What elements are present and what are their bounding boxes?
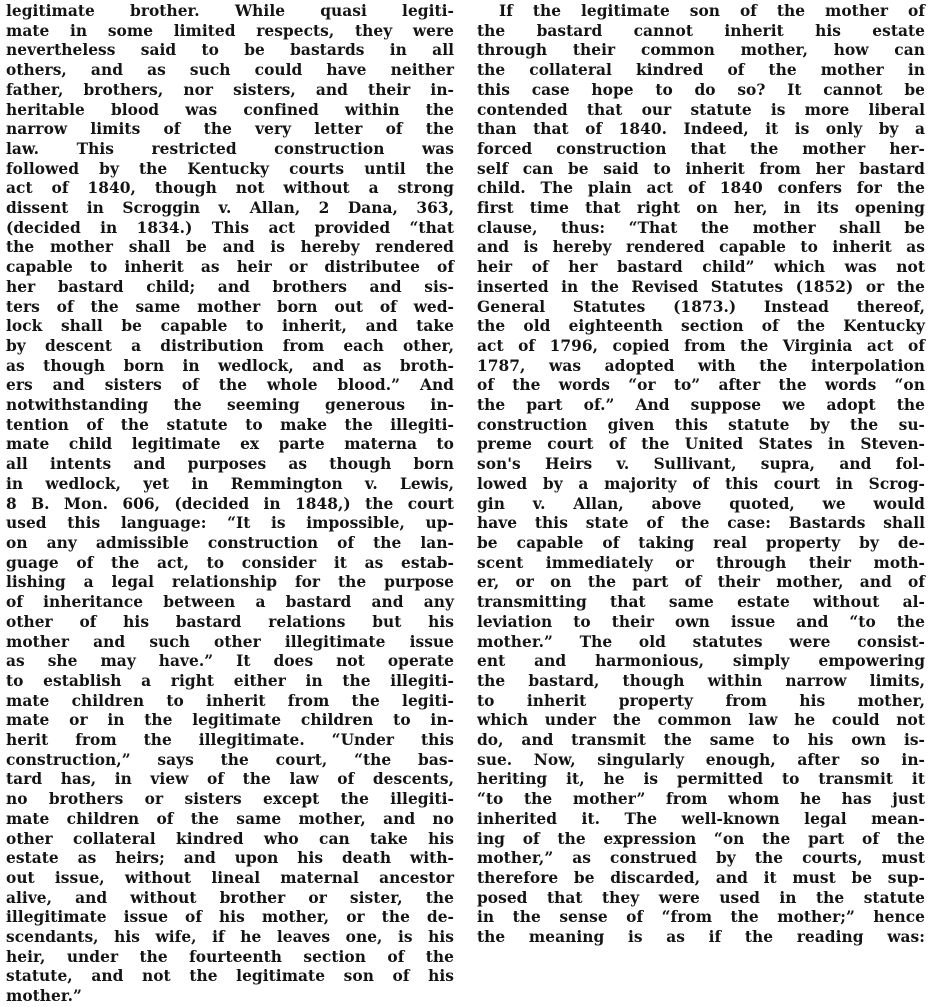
text-line: followed by the Kentucky courts until the [6,159,454,178]
paragraph-first-line: If the legitimate son of the mother of [499,2,925,20]
text-line: clause, thus: “That the mother shall be [477,218,925,237]
text-line: to inherit property from his mother, [477,691,925,710]
text-line: 8 B. Mon. 606, (decided in 1848,) the court [6,494,454,513]
text-line: mate or in the legitimate children to in- [6,711,454,730]
text-line: law. This restricted construction was [6,139,454,158]
text-line: tard has, in view of the law of descents, [6,770,454,789]
text-line: the bastard, though within narrow limits, [477,671,925,690]
text-line: all intents and purposes as though born [6,455,454,474]
text-line: others, and as such could have neither [6,61,454,80]
text-line: herit from the illegitimate. “Under this [6,731,454,750]
text-line: child. The plain act of 1840 confers for the [477,179,925,198]
text-line: posed that they were used in the statute [477,888,925,907]
text-line: by descent a distribution from each other, [6,336,454,355]
text-line: in wedlock, yet in Remmington v. Lewis, [6,474,454,493]
text-line: statute, and not the legitimate son of his [6,967,454,986]
text-line: mate children of the same mother, and no [6,809,454,828]
text-line: self can be said to inherit from her bastard [477,159,925,178]
text-line: transmitting that same estate without al- [477,593,925,612]
text-line: construction,” says the court, “the bas- [6,750,454,769]
text-line: leviation to their own issue and “to the [477,612,925,631]
text-line: heir, under the fourteenth section of the [6,947,454,966]
text-line: inserted in the Revised Statutes (1852) or the [477,277,925,296]
text-line: lock shall be capable to inherit, and take [6,317,454,336]
text-line: mother and such other illegitimate issue [6,632,454,651]
text-line: illegitimate issue of his mother, or the de- [6,908,454,927]
text-line: ent and harmonious, simply empowering [477,652,925,671]
text-line: act of 1840, though not without a strong [6,179,454,198]
text-line: the meaning is as if the reading was: [477,928,925,947]
text-line: estate as heirs; and upon his death with- [6,849,454,868]
text-line: capable to inherit as heir or distributee of [6,258,454,277]
text-line: mother,” as construed by the courts, must [477,849,925,868]
text-line: as she may have.” It does not operate [6,652,454,671]
text-line: forced construction that the mother her- [477,139,925,158]
text-line: do, and transmit the same to his own is- [477,731,925,750]
text-line: this case hope to do so? It cannot be [477,80,925,99]
text-line: of the words “or to” after the words “on [477,376,925,395]
text-line: her bastard child; and brothers and sis- [6,277,454,296]
text-line: first time that right on her, in its opening [477,199,925,218]
text-line: mother.” [6,987,82,1006]
text-line: sue. Now, singularly enough, after so in- [477,750,925,769]
text-line: the collateral kindred of the mother in [477,61,925,80]
text-line: notwithstanding the seeming generous in- [6,396,454,415]
text-line: “to the mother” from whom he has just [477,790,925,809]
text-line: 1787, was adopted with the interpolation [477,356,925,375]
text-line: heritable blood was confined within the [6,100,454,119]
text-line: have this state of the case: Bastards shall [477,514,925,533]
text-line: er, or on the part of their mother, and of [477,573,925,592]
text-line: (decided in 1834.) This act provided “that [6,218,454,237]
text-line: to establish a right either in the illegiti- [6,671,454,690]
text-line: the part of.” And suppose we adopt the [477,396,925,415]
text-line: in the sense of “from the mother;” hence [477,908,925,927]
text-line: mother.” The old statutes were consist- [477,632,925,651]
text-line: ing of the expression “on the part of the [477,829,925,848]
text-line: therefore be discarded, and it must be sup- [477,868,925,887]
text-line: lowed by a majority of this court in Scrog- [477,474,925,493]
right-text-column [477,2,925,948]
text-line: the bastard cannot inherit his estate [477,21,925,40]
text-line: nevertheless said to be bastards in all [6,41,454,60]
text-line: heriting it, he is permitted to transmit it [477,770,925,789]
text-line: legitimate brother. While quasi legiti- [6,2,454,20]
text-line: mate in some limited respects, they were [6,21,454,40]
text-line: contended that our statute is more liberal [477,100,925,119]
text-line: scendants, his wife, if he leaves one, is his [6,928,454,947]
text-line: other of his bastard relations but his [6,612,454,631]
text-line: act of 1796, copied from the Virginia act of [477,336,925,355]
text-line: alive, and without brother or sister, the [6,888,454,907]
text-line: as though born in wedlock, and as broth- [6,356,454,375]
text-line: mate children to inherit from the legiti- [6,691,454,710]
text-line: inherited it. The well-known legal mean- [477,809,925,828]
text-line: be capable of taking real property by de- [477,533,925,552]
text-line: preme court of the United States in Steven- [477,435,925,454]
text-line: son's Heirs v. Sullivant, supra, and fol- [477,455,925,474]
text-line: on any admissible construction of the lan- [6,533,454,552]
text-line: construction given this statute by the su- [477,415,925,434]
text-line: scent immediately or through their moth- [477,553,925,572]
text-line: ers and sisters of the whole blood.” And [6,376,454,395]
text-line: than that of 1840. Indeed, it is only by a [477,120,925,139]
text-line: tention of the statute to make the illegiti- [6,415,454,434]
text-line: out issue, without lineal maternal ancestor [6,868,454,887]
text-line: no brothers or sisters except the illegiti- [6,790,454,809]
text-line: dissent in Scroggin v. Allan, 2 Dana, 363, [6,199,454,218]
text-line: which under the common law he could not [477,711,925,730]
text-line: ters of the same mother born out of wed- [6,297,454,316]
text-line: other collateral kindred who can take his [6,829,454,848]
text-line: of inheritance between a bastard and any [6,593,454,612]
text-line: mate child legitimate ex parte materna to [6,435,454,454]
text-line: lishing a legal relationship for the purpose [6,573,454,592]
text-line: and is hereby rendered capable to inherit as [477,238,925,257]
left-text-column [6,2,454,1007]
text-line: the mother shall be and is hereby rendered [6,238,454,257]
text-line: heir of her bastard child” which was not [477,258,925,277]
text-line: General Statutes (1873.) Instead thereof, [477,297,925,316]
text-line: father, brothers, nor sisters, and their in- [6,80,454,99]
text-line: gin v. Allan, above quoted, we would [477,494,925,513]
text-line: through their common mother, how can [477,41,925,60]
text-line: guage of the act, to consider it as estab- [6,553,454,572]
text-line: narrow limits of the very letter of the [6,120,454,139]
text-line: used this language: “It is impossible, up- [6,514,454,533]
text-line: the old eighteenth section of the Kentucky [477,317,925,336]
